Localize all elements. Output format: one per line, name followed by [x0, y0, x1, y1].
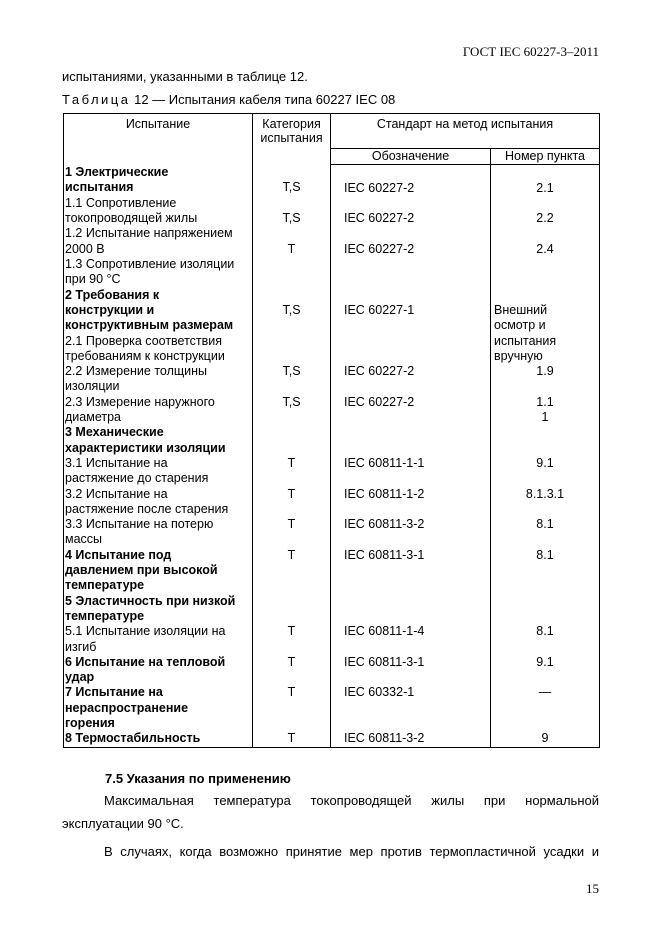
section-title: 7.5 Указания по применению — [105, 771, 291, 786]
clause-line: осмотр и — [494, 318, 546, 333]
cell-category: T — [253, 624, 331, 655]
table-row — [64, 456, 600, 487]
test-name-line: 3.1 Испытание на — [65, 455, 168, 470]
cell-category: T,S — [253, 364, 331, 395]
test-name-line: температуре — [65, 608, 145, 623]
cell-category: T — [253, 226, 331, 257]
cell-category — [253, 334, 331, 365]
table-row — [64, 165, 600, 196]
cell-clause — [491, 487, 600, 518]
cell-category: T,S — [253, 196, 331, 227]
test-name-line: 5.1 Испытание изоляции на — [65, 624, 226, 639]
cell-clause — [491, 288, 600, 364]
paragraph1-line2: эксплуатации 90 °С. — [62, 816, 184, 831]
test-name-line: 2.1 Проверка соответствия — [65, 333, 223, 348]
cell-test-name — [64, 517, 253, 548]
test-name-line: 1.1 Сопротивление — [65, 195, 177, 210]
cell-clause — [491, 364, 600, 395]
cell-standard: IEC 60332-1 — [344, 685, 415, 700]
table-row — [64, 594, 600, 625]
test-name-line: изгиб — [65, 639, 97, 654]
table-body — [64, 165, 600, 747]
cell-standard: IEC 60227-2 — [344, 364, 415, 379]
cell-clause — [491, 594, 600, 625]
cell-category — [253, 425, 331, 456]
table-row — [64, 226, 600, 257]
clause-line: 8.1.3.1 — [525, 486, 565, 501]
cell-test-name — [64, 288, 253, 334]
clause-line: 2.4 — [536, 241, 554, 256]
cell-test-name — [64, 165, 253, 196]
test-name-line: 6 Испытание на тепловой — [65, 654, 226, 669]
table-row — [64, 425, 600, 456]
cell-category: T — [253, 456, 331, 487]
clause-line: 8.1 — [536, 517, 554, 532]
cell-category: T — [253, 731, 331, 747]
clause-line: — — [538, 685, 552, 700]
paragraph-thermoplastic — [62, 840, 599, 886]
cell-category — [253, 257, 331, 288]
cell-standard — [331, 334, 491, 365]
test-name-line: 3.2 Испытание на — [65, 486, 168, 501]
table-row — [64, 517, 600, 548]
clause-line: 1.9 — [536, 364, 554, 379]
cell-test-name — [64, 196, 253, 227]
test-name-line: 8 Термостабильность — [65, 731, 201, 746]
test-name-line: 1.2 Испытание напряжением — [65, 226, 233, 241]
table-caption — [62, 92, 395, 107]
table-row — [64, 624, 600, 655]
test-name-line: растяжение до старения — [65, 471, 209, 486]
cell-category: T,S — [253, 165, 331, 196]
table-row — [64, 685, 600, 731]
test-name-line: массы — [65, 532, 103, 547]
cell-test-name — [64, 594, 253, 625]
clause-line: 9 — [541, 731, 549, 746]
cell-standard — [331, 594, 491, 625]
cell-standard: IEC 60227-2 — [344, 241, 415, 256]
test-name-line: удар — [65, 670, 95, 685]
test-name-line: 5 Эластичность при низкой — [65, 593, 236, 608]
cell-category: T — [253, 685, 331, 731]
cell-category — [253, 594, 331, 625]
cell-clause — [491, 196, 600, 227]
header-category — [253, 114, 331, 165]
table-row — [64, 731, 600, 747]
clause-line: 9.1 — [536, 455, 554, 470]
cell-standard: IEC 60811-3-2 — [331, 731, 491, 747]
paragraph1-line1: Максимальная температура токопроводящей жилы при нормальной — [104, 793, 599, 808]
cell-test-name — [64, 685, 253, 731]
header-standard-method: Стандарт на метод испытания — [331, 114, 600, 149]
test-name-line: 2.3 Измерение наружного — [65, 394, 215, 409]
cell-test-name — [64, 456, 253, 487]
test-name-line: 7 Испытание на — [65, 685, 163, 700]
cell-standard: IEC 60811-3-1 — [344, 547, 425, 562]
cell-clause — [491, 624, 600, 655]
cell-category: T — [253, 655, 331, 686]
cell-test-name — [64, 364, 253, 395]
test-name-line: требованиям к конструкции — [65, 348, 225, 363]
test-name-line: характеристики изоляции — [65, 440, 226, 455]
cell-category: T,S — [253, 395, 331, 426]
test-name-line: 3 Механические — [65, 425, 164, 440]
clause-line: 9.1 — [536, 654, 554, 669]
cell-clause — [491, 165, 600, 196]
cell-category: T — [253, 517, 331, 548]
test-name-line: 2000 В — [65, 241, 105, 256]
cell-standard: IEC 60227-2 — [344, 211, 415, 226]
cell-clause — [491, 456, 600, 487]
test-name-line: 2 Требования к — [65, 287, 160, 302]
clause-line: вручную — [494, 348, 543, 363]
test-name-line: 4 Испытание под — [65, 547, 172, 562]
cell-category: T,S — [253, 288, 331, 334]
cell-test-name — [64, 226, 253, 257]
cell-test-name — [64, 624, 253, 655]
header-designation: Обозначение — [331, 149, 491, 165]
cell-clause — [491, 257, 600, 288]
cell-test-name — [64, 731, 253, 747]
cell-standard: IEC 60811-3-1 — [344, 654, 425, 669]
cell-standard: IEC 60227-1 — [344, 302, 415, 317]
page-number: 15 — [586, 881, 599, 896]
cell-test-name — [64, 655, 253, 686]
cell-standard: IEC 60811-1-1 — [344, 455, 425, 470]
cell-standard: IEC 60227-2 — [344, 394, 415, 409]
cell-test-name — [64, 548, 253, 594]
test-name-line: 1 Электрические — [65, 164, 169, 179]
cell-standard: IEC 60811-1-2 — [344, 486, 425, 501]
table-caption-label: Таблица — [62, 92, 131, 107]
cell-standard: IEC 60811-1-4 — [344, 624, 425, 639]
table-row — [64, 395, 600, 426]
cell-clause — [491, 517, 600, 548]
test-name-line: 1.3 Сопротивление изоляции — [65, 257, 235, 272]
cell-standard: IEC 60227-2 — [344, 180, 415, 195]
cell-clause — [491, 425, 600, 456]
table-row — [64, 257, 600, 288]
cell-clause — [491, 731, 600, 747]
header-clause: Номер пункта — [491, 149, 600, 165]
cell-clause — [491, 226, 600, 257]
cell-clause — [491, 395, 600, 426]
test-name-line: при 90 °С — [65, 272, 121, 287]
test-table — [63, 113, 600, 748]
test-name-line: конструкции и — [65, 302, 155, 317]
table-row — [64, 548, 600, 594]
test-name-line: температуре — [65, 578, 145, 593]
cell-category: T — [253, 487, 331, 518]
cell-clause — [491, 548, 600, 594]
cell-test-name — [64, 487, 253, 518]
table-row — [64, 288, 600, 334]
header-test: Испытание — [64, 114, 253, 165]
clause-line: Внешний — [494, 302, 548, 317]
table-row — [64, 487, 600, 518]
table-row — [64, 655, 600, 686]
cell-standard — [331, 257, 491, 288]
cell-clause — [491, 655, 600, 686]
header-category-text: Категория испытания — [260, 117, 323, 145]
intro-text: испытаниями, указанными в таблице 12. — [62, 69, 308, 84]
cell-standard: IEC 60811-3-2 — [344, 517, 425, 532]
cell-standard — [331, 425, 491, 456]
test-name-line: испытания — [65, 180, 134, 195]
test-name-line: растяжение после старения — [65, 501, 229, 516]
cell-test-name — [64, 425, 253, 456]
clause-line: 1 — [541, 410, 549, 425]
table-caption-text: 12 — Испытания кабеля типа 60227 IEC 08 — [130, 92, 396, 107]
test-name-line: нераспространение — [65, 700, 189, 715]
cell-test-name — [64, 395, 253, 426]
paragraph-max-temperature-cont — [62, 812, 599, 835]
test-name-line: 3.3 Испытание на потерю — [65, 517, 214, 532]
cell-category: T — [253, 548, 331, 594]
clause-line: 8.1 — [536, 547, 554, 562]
clause-line: испытания — [494, 333, 557, 348]
paragraph2-text: В случаях, когда возможно принятие мер против термопластичной усадки и — [104, 844, 599, 859]
test-name-line: изоляции — [65, 379, 120, 394]
test-name-line: конструктивным размерам — [65, 318, 234, 333]
cell-clause — [491, 685, 600, 731]
clause-line: 2.1 — [536, 180, 554, 195]
clause-line: 8.1 — [536, 624, 554, 639]
table-row — [64, 364, 600, 395]
test-name-line: диаметра — [65, 410, 121, 425]
test-name-line: давлением при высокой — [65, 563, 218, 578]
cell-test-name — [64, 257, 253, 288]
clause-line: 1.1 — [536, 394, 554, 409]
document-code-header: ГОСТ IEC 60227-3–2011 — [462, 44, 599, 59]
cell-test-name — [64, 334, 253, 365]
test-name-line: 2.2 Измерение толщины — [65, 364, 208, 379]
clause-line: 2.2 — [536, 211, 554, 226]
table-row — [64, 196, 600, 227]
test-name-line: горения — [65, 715, 115, 730]
test-name-line: токопроводящей жилы — [65, 211, 198, 226]
